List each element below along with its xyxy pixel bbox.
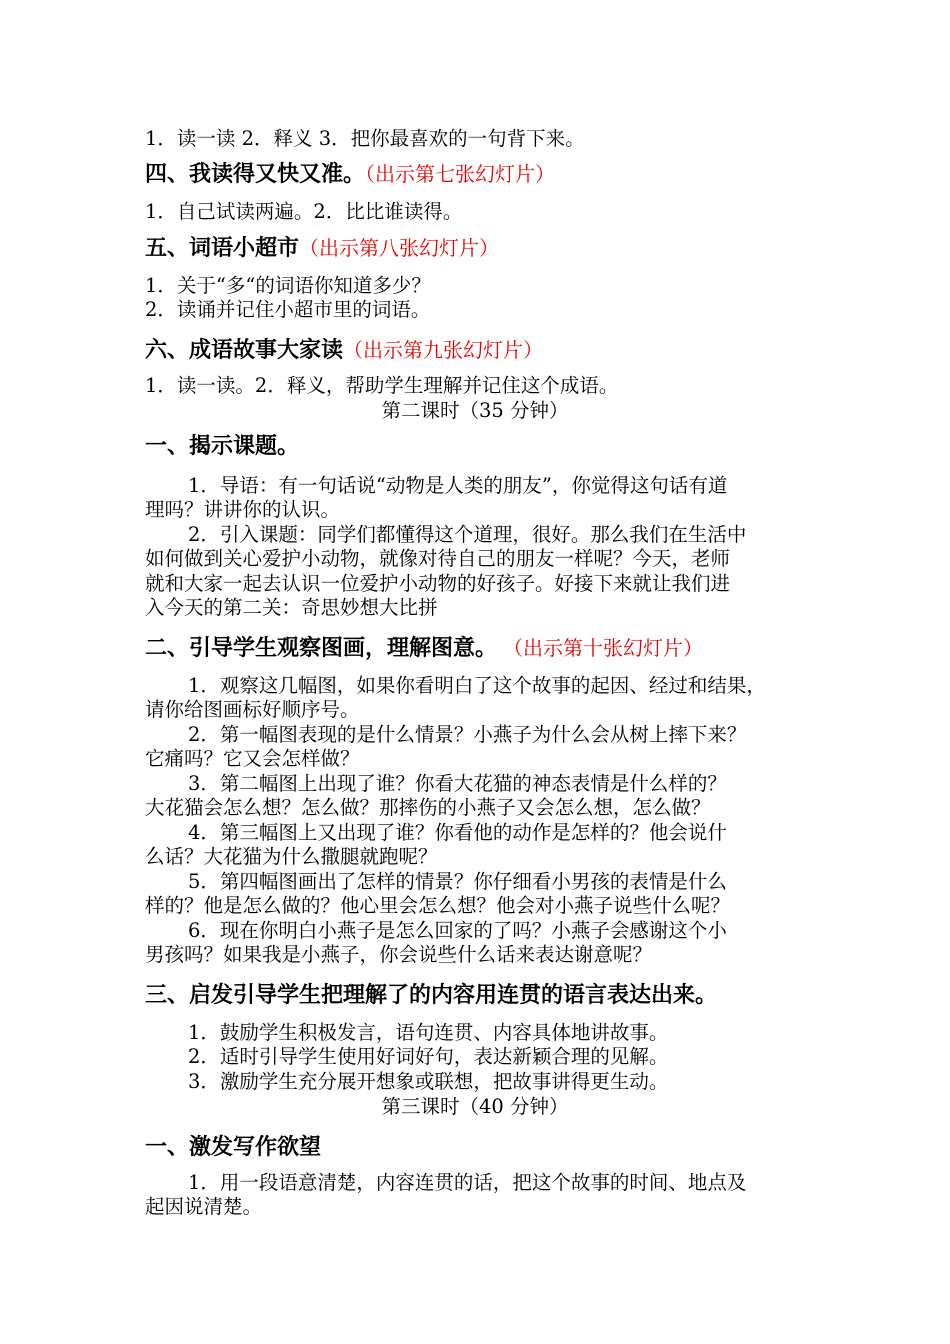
text-line: 请你给图画标好顺序号。 [145,698,360,721]
text-line: 3．第二幅图上出现了谁？你看大花猫的神态表情是什么样的？ [188,772,727,795]
text-line: 如何做到关心爱护小动物，就像对待自己的朋友一样呢？今天，老师 [145,547,731,570]
text-line: 男孩吗？如果我是小燕子，你会说些什么话来表达谢意呢？ [145,943,653,966]
section-heading [145,234,499,263]
section-heading: 一、揭示课题。 [145,434,300,459]
text-line: 3．激励学生充分展开想象或联想，把故事讲得更生动。 [188,1070,669,1093]
text-line: 1．自己试读两遍。2．比比谁读得。 [145,200,463,223]
text-line: 2．适时引导学生使用好词好句，表达新颖合理的见解。 [188,1045,669,1068]
text-line: 样的？他是怎么做的？他心里会怎么想？他会对小燕子说些什么呢？ [145,894,731,917]
text-line: 大花猫会怎么想？怎么做？那摔伤的小燕子又会怎么想，怎么做？ [145,796,711,819]
heading-text: 四、我读得又快又准。 [145,162,366,187]
section-heading: 一、激发写作欲望 [145,1135,322,1160]
text-line: 就和大家一起去认识一位爱护小动物的好孩子。好接下来就让我们进 [145,572,731,595]
text-line: 1．读一读 2．释义 3．把你最喜欢的一句背下来。 [145,127,585,150]
text-line: 1．读一读。2．释义，帮助学生理解并记住这个成语。 [145,374,619,397]
text-line: 入今天的第二关：奇思妙想大比拼 [145,596,438,619]
heading-text: 五、词语小超市 [145,236,300,261]
section-heading [145,336,543,365]
text-line: 理吗？讲讲你的认识。 [145,498,341,521]
text-line: 5．第四幅图画出了怎样的情景？你仔细看小男孩的表情是什么 [188,870,727,893]
slide-note: （出示第九张幻灯片） [343,338,544,362]
text-line: 么话？大花猫为什么撒腿就跑呢？ [145,845,438,868]
text-line: 2．引入课题：同学们都懂得这个道理，很好。那么我们在生活中 [188,523,747,546]
text-line: 1．用一段语意清楚，内容连贯的话，把这个故事的时间、地点及 [188,1171,747,1194]
text-line: 1．观察这几幅图，如果你看明白了这个故事的起因、经过和结果， [188,674,766,697]
text-line: 1．关于“多“的词语你知道多少？ [145,274,431,297]
text-line: 起因说清楚。 [145,1195,263,1218]
heading-text: 六、成语故事大家读 [145,338,344,363]
text-line: 1．鼓励学生积极发言，语句连贯、内容具体地讲故事。 [188,1021,669,1044]
text-line: 2．第一幅图表现的是什么情景？小燕子为什么会从树上摔下来？ [188,723,747,746]
text-line: 2．读诵并记住小超市里的词语。 [145,298,431,321]
slide-note: （出示第七张幻灯片） [365,162,556,186]
text-line: 6．现在你明白小燕子是怎么回家的了吗？小燕子会感谢这个小 [188,919,727,942]
lesson-title: 第二课时（35 分钟） [381,399,569,422]
section-heading: 三、启发引导学生把理解了的内容用连贯的语言表达出来。 [145,983,718,1008]
text-line: 1．导语：有一句话说“动物是人类的朋友”，你觉得这句话有道 [188,474,728,497]
slide-note: （出示第十张幻灯片） [513,636,704,660]
text-line: 4．第三幅图上又出现了谁？你看他的动作是怎样的？他会说什 [188,821,727,844]
section-heading [145,160,555,189]
section-heading [145,634,703,663]
lesson-title: 第三课时（40 分钟） [381,1095,569,1118]
slide-note: （出示第八张幻灯片） [299,236,500,260]
heading-text: 二、引导学生观察图画，理解图意。 [145,636,498,661]
text-line: 它痛吗？它又会怎样做？ [145,747,360,770]
